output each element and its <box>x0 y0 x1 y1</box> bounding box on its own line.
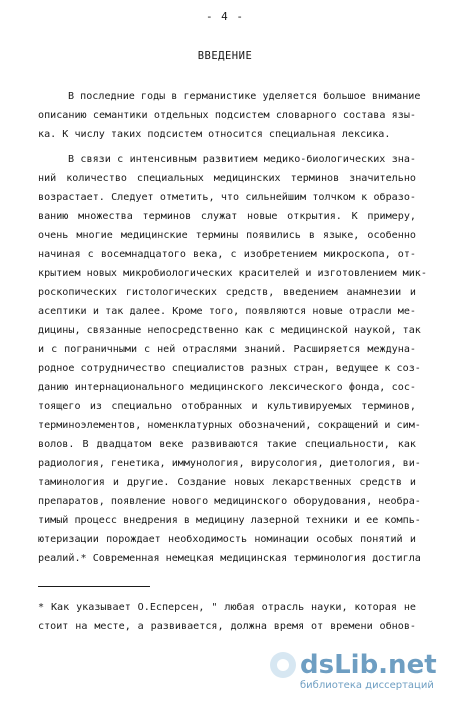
body-line: тимый процесс внедрения в медицину лазерной техники и ее компь- <box>38 515 421 526</box>
body-line: очень многие медицинские термины появились в языке, особенно <box>38 230 416 241</box>
body-line: крытием новых микробиологических красителей и изготовлением мик- <box>38 268 427 279</box>
page-number: - 4 - <box>205 10 245 23</box>
body-line: препаратов, появление нового медицинского оборудования, необра- <box>38 496 421 507</box>
watermark <box>270 650 440 692</box>
body-line: таминология и другие. Создание новых лекарственных средств и <box>38 477 416 488</box>
footnote-separator <box>38 586 150 587</box>
body-line: родное сотрудничество специалистов разных стран, ведущее к соз- <box>38 363 421 374</box>
body-line: роскопических гистологических средств, введением анамнезии и <box>38 287 416 298</box>
body-line: и с пограничными с ней отраслями знаний. Расширяется междуна- <box>38 344 416 355</box>
body-line: В последние годы в германистике уделяется большое внимание <box>68 91 421 102</box>
body-line: асептики и так далее. Кроме того, появляются новые отрасли ме- <box>38 306 416 317</box>
body-line: описанию семантики отдельных подсистем словарного состава язы- <box>38 110 416 121</box>
watermark-badge-icon <box>270 652 296 678</box>
watermark-logo: dsLib.net <box>300 650 437 680</box>
body-line: ванию множества терминов служат новые открытия. К примеру, <box>38 211 416 222</box>
body-line: тоящего из специально отобранных и культивируемых терминов, <box>38 401 416 412</box>
body-line: реалий.* Современная немецкая медицинская терминология достигла <box>38 553 421 564</box>
body-line: данию интернационального медицинского лексического фонда, сос- <box>38 382 416 393</box>
watermark-subtitle: библиотека диссертаций <box>300 680 434 691</box>
footnote-line: стоит на месте, а развивается, должна время от времени обнов- <box>38 621 416 632</box>
footnote-line: * Как указывает О.Есперсен, " любая отрасль науки, которая не <box>38 602 416 613</box>
body-line: начиная с восемнадцатого века, с изобретением микроскопа, от- <box>38 249 416 260</box>
body-line: терминоэлементов, номенклатурных обозначений, сокращений и сим- <box>38 420 421 431</box>
body-line: ка. К числу таких подсистем относится специальная лексика. <box>38 129 391 140</box>
section-heading: ВВЕДЕНИЕ <box>197 50 253 62</box>
body-line: радиология, генетика, иммунология, вирусология, диетология, ви- <box>38 458 421 469</box>
body-line: дицины, связанные непосредственно как с медицинской наукой, так <box>38 325 421 336</box>
body-line: В связи с интенсивным развитием медико-биологических зна- <box>68 154 416 165</box>
body-line: возрастает. Следует отметить, что сильнейшим толчком к образо- <box>38 192 416 203</box>
body-line: ютеризации порождает необходимость номинации особых понятий и <box>38 534 416 545</box>
body-line: волов. В двадцатом веке развиваются такие специальности, как <box>38 439 416 450</box>
body-line: ний количество специальных медицинских терминов значительно <box>38 173 416 184</box>
